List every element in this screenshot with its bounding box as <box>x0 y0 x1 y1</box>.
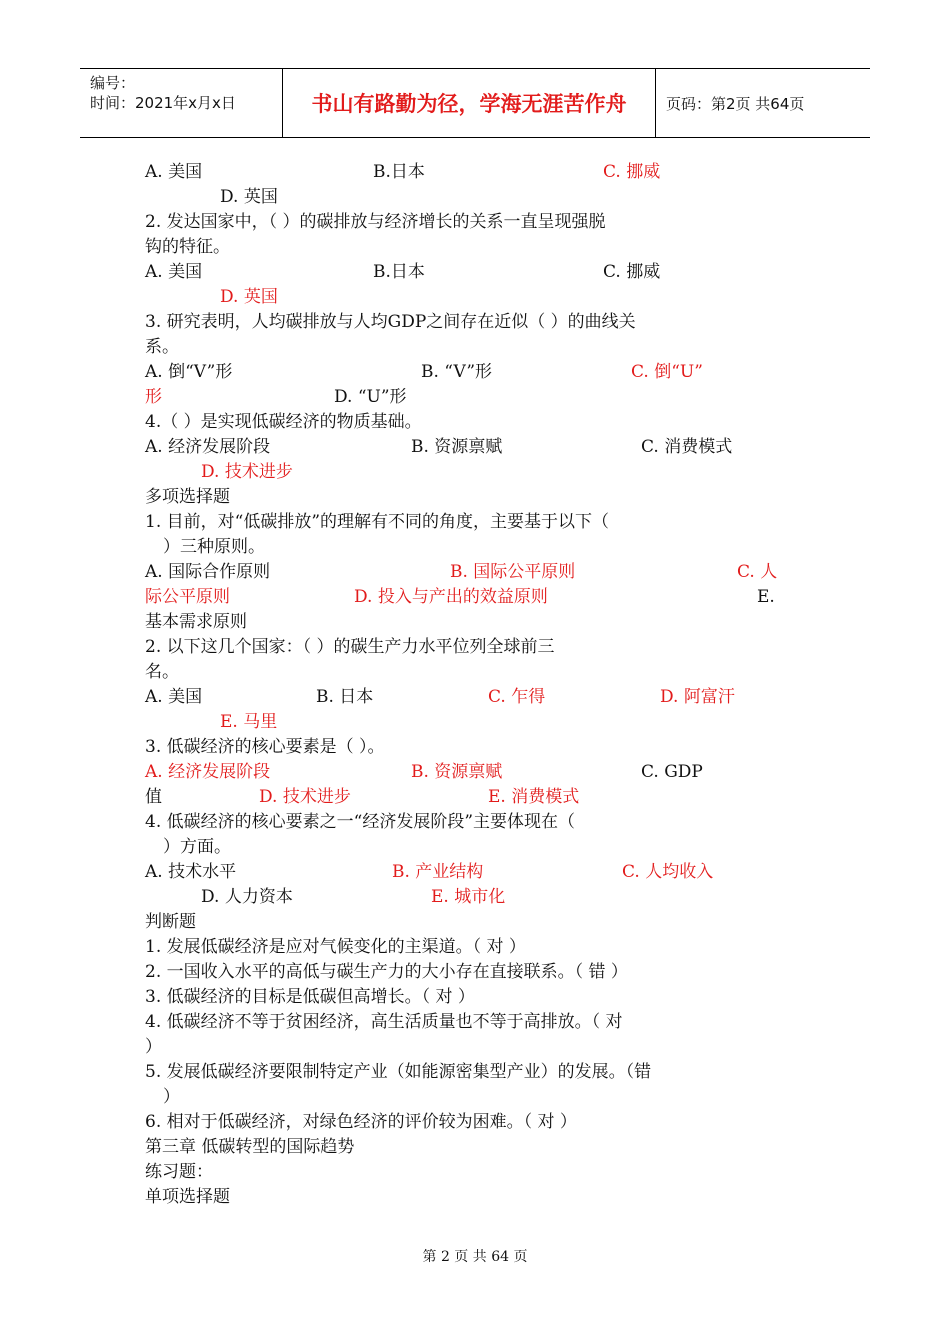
text-line: A. 国际合作原则 <box>145 562 271 582</box>
text-line: B.日本 <box>373 262 425 282</box>
text-line: 2. 发达国家中，（ ）的碳排放与经济增长的关系一直呈现强脱 <box>145 212 606 232</box>
text-line: 系。 <box>145 337 179 357</box>
text-line: D. 技术进步 <box>259 787 351 807</box>
text-line: B. “V”形 <box>421 362 493 382</box>
header-motto: 书山有路勤为径，学海无涯苦作舟 <box>311 92 627 116</box>
text-line: D. 人力资本 <box>201 887 293 907</box>
text-line: B. 日本 <box>316 687 374 707</box>
text-line: 4. 低碳经济不等于贫困经济，高生活质量也不等于高排放。（ 对 <box>145 1012 623 1032</box>
text-line: 形 <box>145 387 162 407</box>
text-line: ） <box>145 1037 162 1057</box>
text-line: D. 投入与产出的效益原则 <box>354 587 548 607</box>
text-line: 1. 目前，对“低碳排放”的理解有不同的角度，主要基于以下（ <box>145 512 610 532</box>
text-line: 3. 研究表明，人均碳排放与人均GDP之间存在近似（ ）的曲线关 <box>145 312 636 332</box>
time-label: 时间：2021年x月x日 <box>90 94 236 112</box>
text-line: D. 阿富汗 <box>660 687 735 707</box>
header-divider <box>655 69 656 137</box>
text-line: 际公平原则 <box>145 587 230 607</box>
text-line: C. 人均收入 <box>622 862 714 882</box>
text-line: E. 马里 <box>220 712 278 732</box>
text-line: E. 城市化 <box>431 887 506 907</box>
number-label: 编号： <box>90 74 136 92</box>
text-line: 2. 一国收入水平的高低与碳生产力的大小存在直接联系。（ 错 ） <box>145 962 628 982</box>
text-line: B. 资源禀赋 <box>411 762 503 782</box>
text-line: 练习题： <box>145 1162 213 1182</box>
text-line: 4.（ ）是实现低碳经济的物质基础。 <box>145 412 422 432</box>
text-line: ）方面。 <box>163 837 231 857</box>
text-line: 判断题 <box>145 912 196 932</box>
text-line: A. 经济发展阶段 <box>145 762 271 782</box>
text-line: 1. 发展低碳经济是应对气候变化的主渠道。（ 对 ） <box>145 937 526 957</box>
text-line: A. 美国 <box>145 162 203 182</box>
text-line: 3. 低碳经济的核心要素是（ ）。 <box>145 737 385 757</box>
text-line: 钩的特征。 <box>145 237 230 257</box>
text-line: C. GDP <box>641 762 703 782</box>
text-line: D. 技术进步 <box>201 462 293 482</box>
text-line: 第三章 低碳转型的国际趋势 <box>145 1137 355 1157</box>
text-line: 5. 发展低碳经济要限制特定产业（如能源密集型产业）的发展。（错 <box>145 1062 652 1082</box>
text-line: 2. 以下这几个国家：（ ）的碳生产力水平位列全球前三 <box>145 637 555 657</box>
text-line: 值 <box>145 787 162 807</box>
text-line: C. 人 <box>737 562 778 582</box>
text-line: D. 英国 <box>220 187 278 207</box>
text-line: A. 美国 <box>145 262 203 282</box>
text-line: A. 经济发展阶段 <box>145 437 271 457</box>
page-footer: 第 2 页 共 64 页 <box>422 1249 528 1265</box>
text-line: 单项选择题 <box>145 1187 230 1207</box>
header-meta <box>90 73 236 113</box>
text-line: C. 倒“U” <box>631 362 703 382</box>
text-line: B.日本 <box>373 162 425 182</box>
text-line: 3. 低碳经济的目标是低碳但高增长。（ 对 ） <box>145 987 475 1007</box>
text-line: 基本需求原则 <box>145 612 247 632</box>
text-line: E. 消费模式 <box>488 787 580 807</box>
text-line: A. 技术水平 <box>145 862 237 882</box>
page-header <box>80 68 870 138</box>
text-line: B. 产业结构 <box>392 862 484 882</box>
text-line: A. 倒“V”形 <box>145 362 233 382</box>
text-line: C. 乍得 <box>488 687 546 707</box>
text-line: D. “U”形 <box>334 387 407 407</box>
text-line: 4. 低碳经济的核心要素之一“经济发展阶段”主要体现在（ <box>145 812 576 832</box>
text-line: C. 消费模式 <box>641 437 733 457</box>
text-line: 6. 相对于低碳经济，对绿色经济的评价较为困难。（ 对 ） <box>145 1112 577 1132</box>
text-line: ）三种原则。 <box>163 537 265 557</box>
text-line: 名。 <box>145 662 179 682</box>
text-line: E. <box>757 587 775 607</box>
text-line: B. 资源禀赋 <box>411 437 503 457</box>
text-line: B. 国际公平原则 <box>450 562 576 582</box>
header-page-info: 页码：第2页 共64页 <box>666 94 805 113</box>
text-line: C. 挪威 <box>603 262 661 282</box>
text-line: D. 英国 <box>220 287 278 307</box>
text-line: ） <box>163 1087 180 1107</box>
text-line: 多项选择题 <box>145 487 230 507</box>
text-line: C. 挪威 <box>603 162 661 182</box>
text-line: A. 美国 <box>145 687 203 707</box>
